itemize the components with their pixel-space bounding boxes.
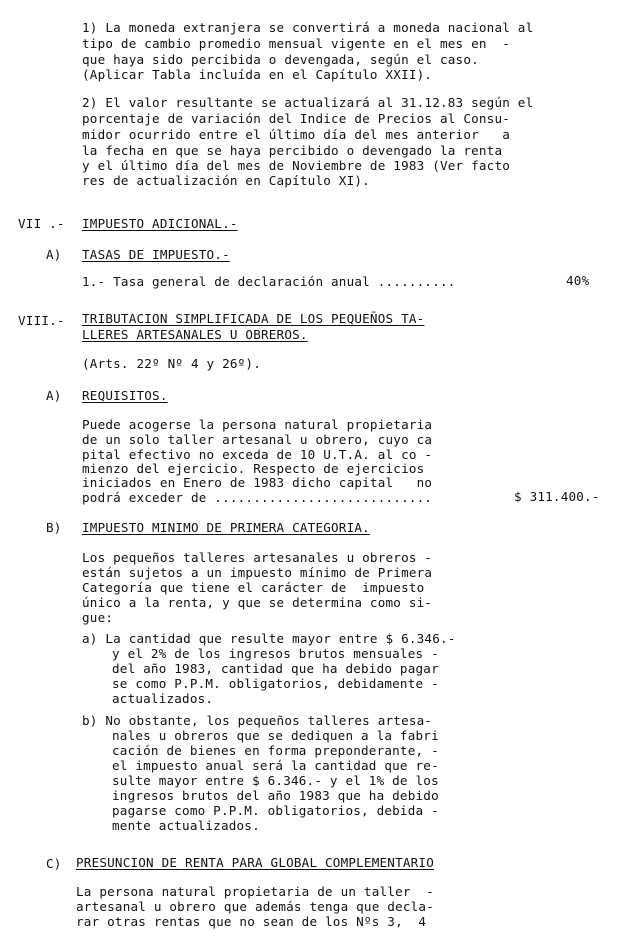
b-b-line-2: nales u obreros que se dediquen a la fabri bbox=[112, 728, 439, 743]
section-vii-title: IMPUESTO ADICIONAL.- bbox=[82, 216, 238, 231]
section-vii-number: VII .- bbox=[18, 216, 65, 231]
capital-limit-amount: $ 311.400.- bbox=[514, 489, 600, 504]
section-viii-a-title: REQUISITOS. bbox=[82, 388, 168, 403]
item-2-line-1: 2) El valor resultante se actualizará al 31.12.83 según el bbox=[82, 95, 534, 110]
item-2-line-2: porcentaje de variación del Indice de Precios al Consu- bbox=[82, 111, 511, 126]
b-intro-line-4: único a la renta, y que se determina como si- bbox=[82, 595, 433, 610]
section-viii-c-title: PRESUNCION DE RENTA PARA GLOBAL COMPLEMENTARIO bbox=[76, 855, 434, 870]
b-a-line-5: actualizados. bbox=[112, 691, 214, 706]
requisitos-line-6: podrá exceder de ............................ bbox=[82, 490, 433, 505]
b-b-line-1: b) No obstante, los pequeños talleres artesa- bbox=[82, 713, 433, 728]
item-1-line-1: 1) La moneda extranjera se convertirá a moneda nacional al bbox=[82, 20, 534, 35]
b-a-line-3: del año 1983, cantidad que ha debido pagar bbox=[112, 661, 439, 676]
b-a-line-4: se como P.P.M. obligatorios, debidamente - bbox=[112, 676, 439, 691]
section-viii-articles: (Arts. 22º Nº 4 y 26º). bbox=[82, 356, 261, 371]
b-b-line-3: cación de bienes en forma preponderante, - bbox=[112, 743, 439, 758]
requisitos-line-2: de un solo taller artesanal u obrero, cuyo ca bbox=[82, 432, 433, 447]
b-b-line-8: mente actualizados. bbox=[112, 818, 260, 833]
requisitos-line-3: pital efectivo no exceda de 10 U.T.A. al co - bbox=[82, 447, 433, 462]
item-2-line-4: la fecha en que se haya percibido o devengado la renta bbox=[82, 143, 503, 158]
b-intro-line-5: gue: bbox=[82, 610, 114, 625]
section-viii-c-letter: C) bbox=[46, 856, 62, 871]
b-b-line-5: sulte mayor entre $ 6.346.- y el 1% de los bbox=[112, 773, 439, 788]
b-b-line-4: el impuesto anual será la cantidad que re- bbox=[112, 758, 439, 773]
b-intro-line-1: Los pequeños talleres artesanales u obreros - bbox=[82, 550, 433, 565]
item-2-line-6: res de actualización en Capítulo XI). bbox=[82, 173, 370, 188]
b-b-line-6: ingresos brutos del año 1983 que ha debido bbox=[112, 788, 439, 803]
b-intro-line-3: Categoría que tiene el carácter de impuesto bbox=[82, 580, 425, 595]
section-viii-number: VIII.- bbox=[18, 313, 65, 328]
tax-rate-value: 40% bbox=[566, 273, 590, 288]
section-viii-b-letter: B) bbox=[46, 520, 62, 535]
item-2-line-3: midor ocurrido entre el último día del mes anterior a bbox=[82, 127, 511, 142]
requisitos-line-5: iniciados en Enero de 1983 dicho capital no bbox=[82, 475, 433, 490]
c-line-3: rar otras rentas que no sean de los Nºs 3, 4 bbox=[76, 914, 427, 929]
requisitos-line-1: Puede acogerse la persona natural propietaria bbox=[82, 417, 433, 432]
section-viii-title-line-1: TRIBUTACION SIMPLIFICADA DE LOS PEQUEÑOS TA- bbox=[82, 311, 425, 326]
item-1-line-2: tipo de cambio promedio mensual vigente en el mes en - bbox=[82, 36, 511, 51]
section-viii-title-line-2: LLERES ARTESANALES U OBREROS. bbox=[82, 327, 308, 342]
c-line-2: artesanal u obrero que además tenga que decla- bbox=[76, 899, 434, 914]
section-viii-a-letter: A) bbox=[46, 388, 62, 403]
b-intro-line-2: están sujetos a un impuesto mínimo de Primera bbox=[82, 565, 433, 580]
requisitos-line-4: mienzo del ejercicio. Respecto de ejercicios bbox=[82, 461, 425, 476]
c-line-1: La persona natural propietaria de un taller - bbox=[76, 884, 434, 899]
b-a-line-1: a) La cantidad que resulte mayor entre $ 6.346.- bbox=[82, 631, 456, 646]
b-b-line-7: pagarse como P.P.M. obligatorios, debida - bbox=[112, 803, 439, 818]
section-vii-a-title: TASAS DE IMPUESTO.- bbox=[82, 247, 230, 262]
item-1-line-4: (Aplicar Tabla incluída en el Capítulo XXII). bbox=[82, 67, 433, 82]
item-2-line-5: y el último día del mes de Noviembre de 1983 (Ver facto bbox=[82, 158, 511, 173]
section-vii-a-letter: A) bbox=[46, 247, 62, 262]
section-viii-b-title: IMPUESTO MINIMO DE PRIMERA CATEGORIA. bbox=[82, 520, 370, 535]
b-a-line-2: y el 2% de los ingresos brutos mensuales - bbox=[112, 646, 439, 661]
tax-rate-line: 1.- Tasa general de declaración anual .......... bbox=[82, 274, 456, 289]
item-1-line-3: que haya sido percibida o devengada, según el caso. bbox=[82, 52, 479, 67]
